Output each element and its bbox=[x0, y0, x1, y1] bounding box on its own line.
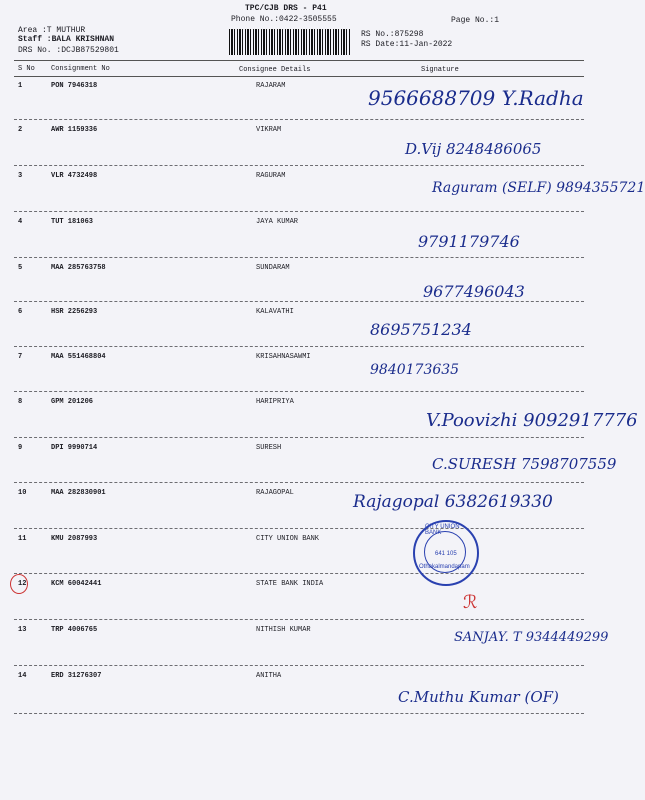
rs-date: RS Date:11-Jan-2022 bbox=[361, 40, 453, 49]
row-separator bbox=[14, 573, 584, 574]
row-consignee: RAJAGOPAL bbox=[256, 489, 294, 497]
row-consignment: TUT 181063 bbox=[51, 218, 94, 226]
row-separator bbox=[14, 165, 584, 166]
red-scribble: ℛ bbox=[463, 592, 478, 613]
row-consignment: MAA 285763758 bbox=[51, 264, 106, 272]
row-consignment: KCM 60042441 bbox=[51, 580, 102, 588]
header-rule-top bbox=[14, 60, 584, 61]
row-consignment: KMU 2087993 bbox=[51, 535, 98, 543]
row-consignee: NITHISH KUMAR bbox=[256, 626, 311, 634]
row-consignment: VLR 4732498 bbox=[51, 172, 98, 180]
row-sno: 13 bbox=[18, 626, 27, 634]
row-consignee: KALAVATHI bbox=[256, 308, 294, 316]
row-separator bbox=[14, 713, 584, 714]
doc-title: TPC/CJB DRS - P41 bbox=[245, 4, 327, 13]
col-signature: Signature bbox=[421, 66, 459, 74]
row-signature: 9677496043 bbox=[423, 282, 525, 301]
row-separator bbox=[14, 437, 584, 438]
red-circle-mark bbox=[10, 574, 28, 594]
stamp-code: 641 105 bbox=[435, 551, 457, 557]
row-separator bbox=[14, 528, 584, 529]
row-separator bbox=[14, 301, 584, 302]
row-separator bbox=[14, 665, 584, 666]
row-separator bbox=[14, 257, 584, 258]
row-sno: 7 bbox=[18, 353, 23, 361]
row-signature: C.Muthu Kumar (OF) bbox=[398, 688, 559, 706]
page-number: Page No.:1 bbox=[451, 16, 500, 25]
staff: Staff :BALA KRISHNAN bbox=[18, 35, 115, 44]
bank-stamp bbox=[413, 520, 479, 586]
row-sno: 12 bbox=[18, 580, 27, 588]
row-sno: 11 bbox=[18, 535, 27, 543]
row-signature: V.Poovizhi 9092917776 bbox=[426, 410, 638, 431]
stamp-bank-name: CITY UNION BANK bbox=[425, 524, 460, 536]
header-rule-bottom bbox=[14, 76, 584, 77]
row-consignee: ANITHA bbox=[256, 672, 282, 680]
row-sno: 9 bbox=[18, 444, 23, 452]
row-separator bbox=[14, 391, 584, 392]
stamp-branch: Othakalmandapam bbox=[419, 564, 470, 570]
phone-number: Phone No.:0422-3505555 bbox=[231, 15, 337, 24]
row-signature: SANJAY. T 9344449299 bbox=[454, 630, 609, 645]
row-consignee: SUNDARAM bbox=[256, 264, 290, 272]
row-consignee: RAJARAM bbox=[256, 82, 286, 90]
row-consignee: JAYA KUMAR bbox=[256, 218, 299, 226]
row-consignment: MAA 282830901 bbox=[51, 489, 106, 497]
row-sno: 1 bbox=[18, 82, 23, 90]
col-consignment: Consignment No bbox=[51, 65, 110, 73]
area: Area :T MUTHUR bbox=[18, 26, 86, 35]
row-signature: D.Vij 8248486065 bbox=[405, 140, 542, 158]
row-sno: 5 bbox=[18, 264, 23, 272]
drs-number: DRS No. :DCJB87529801 bbox=[18, 46, 119, 55]
col-consignee: Consignee Details bbox=[239, 66, 311, 74]
row-signature: Raguram (SELF) 9894355721 bbox=[432, 180, 645, 196]
row-consignment: DPI 9990714 bbox=[51, 444, 98, 452]
row-signature: 9840173635 bbox=[370, 362, 460, 378]
row-signature: 9566688709 Y.Radha bbox=[368, 86, 584, 110]
row-separator bbox=[14, 211, 584, 212]
row-separator bbox=[14, 119, 584, 120]
row-consignee: HARIPRIYA bbox=[256, 398, 294, 406]
row-sno: 2 bbox=[18, 126, 23, 134]
row-sno: 8 bbox=[18, 398, 23, 406]
row-consignee: KRISAHNASAWMI bbox=[256, 353, 311, 361]
row-sno: 4 bbox=[18, 218, 23, 226]
row-consignee: VIKRAM bbox=[256, 126, 282, 134]
row-separator bbox=[14, 619, 584, 620]
row-consignee: SURESH bbox=[256, 444, 282, 452]
rs-number: RS No.:875298 bbox=[361, 30, 424, 39]
row-consignee: CITY UNION BANK bbox=[256, 535, 320, 543]
barcode bbox=[229, 29, 351, 55]
row-signature: Rajagopal 6382619330 bbox=[353, 492, 553, 512]
row-consignment: PON 7946318 bbox=[51, 82, 98, 90]
row-sno: 14 bbox=[18, 672, 27, 680]
row-signature: C.SURESH 7598707559 bbox=[432, 455, 617, 473]
row-sno: 10 bbox=[18, 489, 27, 497]
row-sno: 3 bbox=[18, 172, 23, 180]
row-signature: 9791179746 bbox=[418, 232, 520, 251]
row-consignment: TRP 4006765 bbox=[51, 626, 98, 634]
row-signature: 8695751234 bbox=[370, 320, 472, 339]
row-separator bbox=[14, 346, 584, 347]
row-separator bbox=[14, 482, 584, 483]
row-sno: 6 bbox=[18, 308, 23, 316]
row-consignee: STATE BANK INDIA bbox=[256, 580, 324, 588]
row-consignment: MAA 551468804 bbox=[51, 353, 106, 361]
row-consignee: RAGURAM bbox=[256, 172, 286, 180]
row-consignment: AWR 1159336 bbox=[51, 126, 98, 134]
row-consignment: ERD 31276307 bbox=[51, 672, 102, 680]
row-consignment: GPM 201206 bbox=[51, 398, 94, 406]
col-sno: S No bbox=[18, 65, 35, 73]
row-consignment: HSR 2256293 bbox=[51, 308, 98, 316]
